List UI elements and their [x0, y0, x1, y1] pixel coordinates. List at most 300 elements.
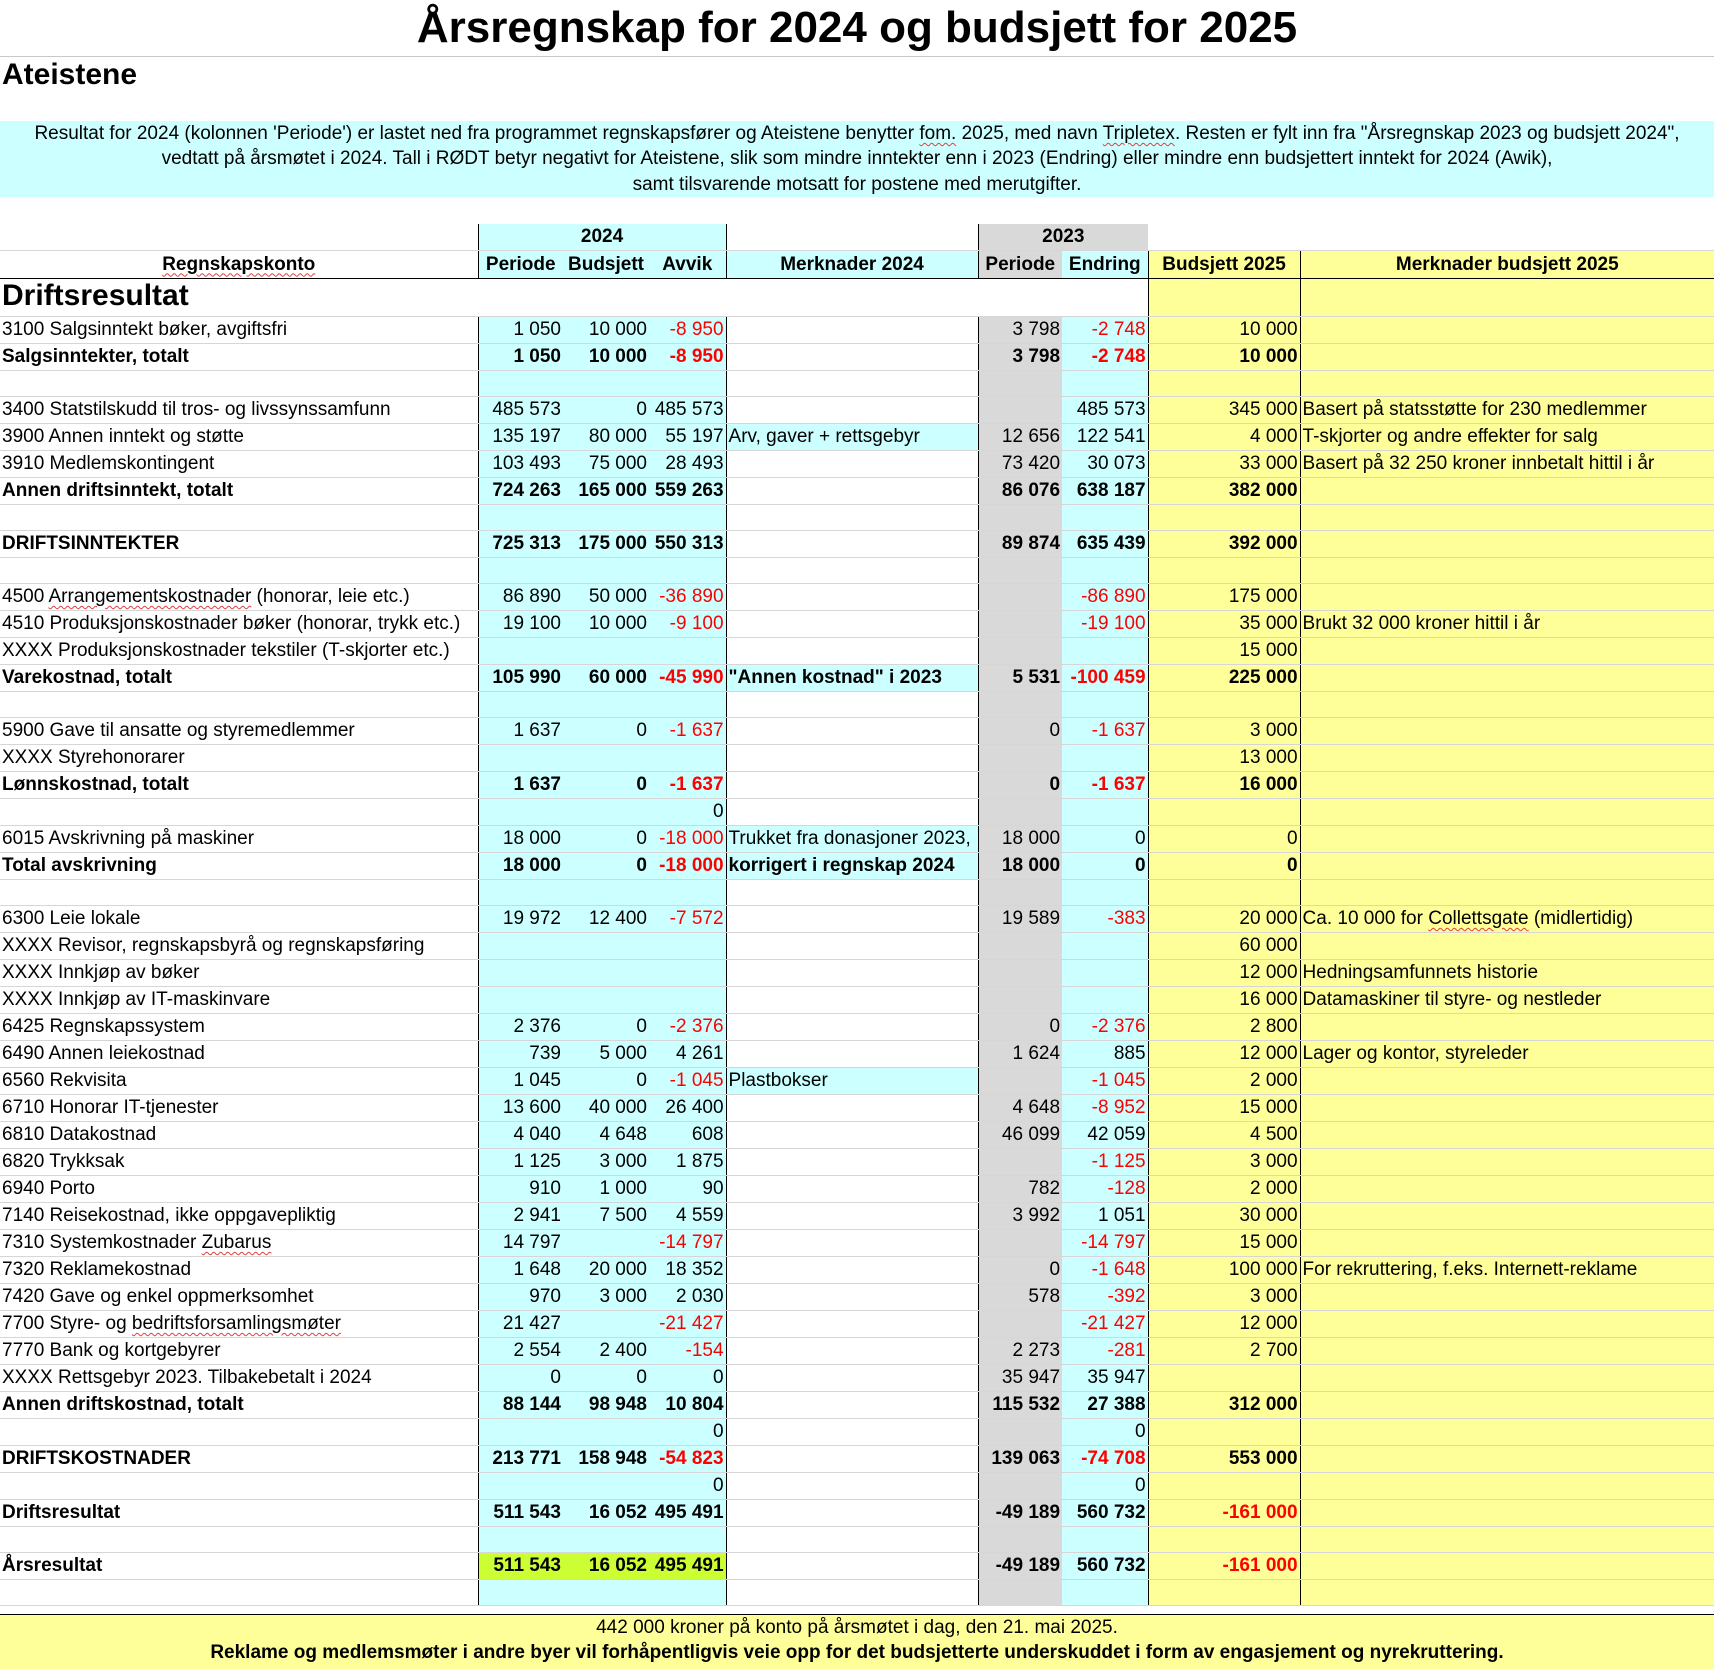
merknad-2024-cell: [726, 1553, 978, 1580]
merknad-2025-cell: [1300, 1338, 1714, 1365]
periode-cell: [478, 1580, 563, 1606]
merknad-2025-cell: [1300, 317, 1714, 344]
spellcheck-word: bedriftsforsamlingsmøter: [131, 1313, 341, 1334]
merknad-2024-cell: [726, 799, 978, 826]
account-cell: [0, 1580, 478, 1606]
budsjett-cell: [563, 505, 649, 531]
table-row: [0, 772, 1714, 799]
periode-cell: 1 648: [478, 1257, 563, 1284]
account-cell: 3910 Medlemskontingent: [0, 451, 478, 478]
account-cell: [0, 1419, 478, 1446]
avvik-cell: [649, 1580, 726, 1606]
avvik-cell: 4 559: [649, 1203, 726, 1230]
table-row: [0, 371, 1714, 397]
periode-2023-cell: 3 798: [978, 317, 1062, 344]
endring-cell: [1062, 933, 1148, 960]
table-row: [0, 960, 1714, 987]
endring-cell: [1062, 638, 1148, 665]
table-row: [0, 826, 1714, 853]
budsjett-2025-cell: [1148, 371, 1300, 397]
avvik-cell: 550 313: [649, 531, 726, 558]
avvik-cell: 0: [649, 1419, 726, 1446]
merknad-2024-cell: [726, 906, 978, 933]
endring-cell: -2 748: [1062, 344, 1148, 371]
merknad-2025-cell: [1300, 853, 1714, 880]
merknad-2025-cell: [1300, 1392, 1714, 1419]
endring-cell: 0: [1062, 826, 1148, 853]
periode-cell: [478, 987, 563, 1014]
merknad-2025-cell: [1300, 1446, 1714, 1473]
table-row: [0, 1392, 1714, 1419]
periode-cell: [478, 505, 563, 531]
merknad-2025-cell: [1300, 799, 1714, 826]
endring-cell: 30 073: [1062, 451, 1148, 478]
merknad-2024-cell: [726, 1338, 978, 1365]
budsjett-2025-cell: 3 000: [1148, 718, 1300, 745]
merknad-2024-cell: Arv, gaver + rettsgebyr: [726, 424, 978, 451]
periode-cell: 2 376: [478, 1014, 563, 1041]
merknad-2024-cell: [726, 505, 978, 531]
avvik-cell: [649, 638, 726, 665]
budsjett-2025-cell: [1148, 505, 1300, 531]
endring-cell: 35 947: [1062, 1365, 1148, 1392]
intro-line-3: samt tilsvarende motsatt for postene med merutgifter.: [632, 173, 1082, 195]
table-row: [0, 987, 1714, 1014]
merknad-2025-cell: [1300, 371, 1714, 397]
merknad-2025-cell: [1300, 584, 1714, 611]
budsjett-2025-cell: [1148, 1473, 1300, 1500]
header-year-2024: 2024: [478, 224, 726, 251]
budsjett-cell: [563, 987, 649, 1014]
avvik-cell: 0: [649, 1473, 726, 1500]
periode-2023-cell: 19 589: [978, 906, 1062, 933]
avvik-cell: [649, 558, 726, 584]
merknad-2025-cell: [1300, 718, 1714, 745]
budsjett-2025-cell: 60 000: [1148, 933, 1300, 960]
budsjett-2025-cell: 12 000: [1148, 1311, 1300, 1338]
periode-2023-cell: [978, 1230, 1062, 1257]
merknad-2024-cell: [726, 558, 978, 584]
budsjett-2025-cell: 2 800: [1148, 1014, 1300, 1041]
sheet-title: Årsregnskap for 2024 og budsjett for 2025: [0, 0, 1714, 57]
periode-cell: 2 554: [478, 1338, 563, 1365]
header-avvik: Avvik: [649, 251, 726, 279]
avvik-cell: [649, 371, 726, 397]
periode-cell: [478, 1527, 563, 1553]
spellcheck-word: Zubarus: [201, 1232, 272, 1253]
budsjett-2025-cell: [1148, 692, 1300, 718]
budsjett-2025-cell: 312 000: [1148, 1392, 1300, 1419]
periode-2023-cell: 18 000: [978, 853, 1062, 880]
avvik-cell: -8 950: [649, 317, 726, 344]
avvik-cell: 608: [649, 1122, 726, 1149]
endring-cell: [1062, 1580, 1148, 1606]
account-cell: 6490 Annen leiekostnad: [0, 1041, 478, 1068]
periode-cell: [478, 1473, 563, 1500]
intro-notes: [0, 121, 1714, 197]
budsjett-cell: 75 000: [563, 451, 649, 478]
budsjett-cell: 80 000: [563, 424, 649, 451]
accounts-table: [0, 224, 1714, 1606]
endring-cell: 0: [1062, 853, 1148, 880]
periode-2023-cell: [978, 1527, 1062, 1553]
merknad-2025-cell: [1300, 665, 1714, 692]
merknad-2024-cell: [726, 1365, 978, 1392]
periode-cell: [478, 933, 563, 960]
merknad-2025-cell: [1300, 1527, 1714, 1553]
budsjett-2025-cell: [1148, 799, 1300, 826]
periode-2023-cell: [978, 371, 1062, 397]
budsjett-2025-cell: 3 000: [1148, 1284, 1300, 1311]
periode-cell: 14 797: [478, 1230, 563, 1257]
merknad-2024-cell: [726, 1230, 978, 1257]
merknad-2024-cell: [726, 397, 978, 424]
account-cell: Lønnskostnad, totalt: [0, 772, 478, 799]
merknad-2025-cell: [1300, 1419, 1714, 1446]
endring-cell: [1062, 960, 1148, 987]
merknad-2025-cell: [1300, 1095, 1714, 1122]
avvik-cell: [649, 987, 726, 1014]
avvik-cell: [649, 933, 726, 960]
avvik-cell: -54 823: [649, 1446, 726, 1473]
periode-2023-cell: 3 992: [978, 1203, 1062, 1230]
periode-cell: 485 573: [478, 397, 563, 424]
periode-2023-cell: [978, 692, 1062, 718]
budsjett-cell: 165 000: [563, 478, 649, 505]
budsjett-2025-cell: 553 000: [1148, 1446, 1300, 1473]
budsjett-cell: 0: [563, 1365, 649, 1392]
endring-cell: 885: [1062, 1041, 1148, 1068]
merknad-2025-cell: [1300, 1284, 1714, 1311]
budsjett-cell: [563, 1311, 649, 1338]
merknad-2024-cell: korrigert i regnskap 2024: [726, 853, 978, 880]
merknad-2024-cell: [726, 1392, 978, 1419]
periode-2023-cell: -49 189: [978, 1500, 1062, 1527]
periode-2023-cell: 89 874: [978, 531, 1062, 558]
periode-cell: 18 000: [478, 853, 563, 880]
endring-cell: -21 427: [1062, 1311, 1148, 1338]
table-row: [0, 1122, 1714, 1149]
endring-cell: [1062, 799, 1148, 826]
periode-2023-cell: [978, 1149, 1062, 1176]
account-cell: 3100 Salgsinntekt bøker, avgiftsfri: [0, 317, 478, 344]
endring-cell: -281: [1062, 1338, 1148, 1365]
merknad-2025-cell: [1300, 1149, 1714, 1176]
avvik-cell: 28 493: [649, 451, 726, 478]
table-row: [0, 1176, 1714, 1203]
table-row: [0, 718, 1714, 745]
periode-2023-cell: -49 189: [978, 1553, 1062, 1580]
budsjett-2025-cell: 225 000: [1148, 665, 1300, 692]
avvik-cell: -9 100: [649, 611, 726, 638]
account-cell: 7770 Bank og kortgebyrer: [0, 1338, 478, 1365]
avvik-cell: -36 890: [649, 584, 726, 611]
account-cell: 4510 Produksjonskostnader bøker (honorar, trykk etc.): [0, 611, 478, 638]
header-account-label: Regnskapskonto: [162, 253, 316, 275]
avvik-cell: 1 875: [649, 1149, 726, 1176]
budsjett-cell: 0: [563, 397, 649, 424]
periode-2023-cell: 115 532: [978, 1392, 1062, 1419]
budsjett-cell: 0: [563, 1014, 649, 1041]
budsjett-cell: [563, 558, 649, 584]
periode-cell: [478, 558, 563, 584]
section-cell: [1300, 279, 1714, 317]
header-periode: Periode: [478, 251, 563, 279]
endring-cell: -74 708: [1062, 1446, 1148, 1473]
table-row: [0, 638, 1714, 665]
header-cell: [0, 224, 478, 251]
table-row: [0, 1446, 1714, 1473]
account-cell: Annen driftskostnad, totalt: [0, 1392, 478, 1419]
table-row: [0, 1365, 1714, 1392]
account-cell: 7320 Reklamekostnad: [0, 1257, 478, 1284]
budsjett-cell: 0: [563, 772, 649, 799]
periode-2023-cell: [978, 1580, 1062, 1606]
periode-2023-cell: 4 648: [978, 1095, 1062, 1122]
table-row: [0, 1473, 1714, 1500]
endring-cell: -1 125: [1062, 1149, 1148, 1176]
account-cell: XXXX Produksjonskostnader tekstiler (T-skjorter etc.): [0, 638, 478, 665]
merknad-2024-cell: [726, 1580, 978, 1606]
merknad-2024-cell: [726, 1122, 978, 1149]
budsjett-cell: [563, 371, 649, 397]
periode-2023-cell: 46 099: [978, 1122, 1062, 1149]
periode-cell: 910: [478, 1176, 563, 1203]
budsjett-cell: 2 400: [563, 1338, 649, 1365]
merknad-2025-cell: [1300, 1580, 1714, 1606]
merknad-2024-cell: [726, 745, 978, 772]
table-row: [0, 531, 1714, 558]
merknad-2025-cell: [1300, 1311, 1714, 1338]
account-cell: Driftsresultat: [0, 1500, 478, 1527]
periode-cell: 213 771: [478, 1446, 563, 1473]
periode-cell: 725 313: [478, 531, 563, 558]
merknad-2025-cell: Basert på 32 250 kroner innbetalt hittil i år: [1300, 451, 1714, 478]
endring-cell: 1 051: [1062, 1203, 1148, 1230]
periode-cell: 970: [478, 1284, 563, 1311]
endring-cell: -1 648: [1062, 1257, 1148, 1284]
merknad-2024-cell: [726, 451, 978, 478]
account-cell: 3900 Annen inntekt og støtte: [0, 424, 478, 451]
merknad-2024-cell: [726, 584, 978, 611]
periode-2023-cell: [978, 638, 1062, 665]
table-row: [0, 1527, 1714, 1553]
account-cell: Salgsinntekter, totalt: [0, 344, 478, 371]
periode-2023-cell: [978, 397, 1062, 424]
avvik-cell: -1 045: [649, 1068, 726, 1095]
budsjett-cell: 98 948: [563, 1392, 649, 1419]
merknad-2025-cell: [1300, 772, 1714, 799]
periode-2023-cell: [978, 1068, 1062, 1095]
merknad-2024-cell: [726, 344, 978, 371]
endring-cell: [1062, 371, 1148, 397]
periode-cell: 21 427: [478, 1311, 563, 1338]
footer-notes: [0, 1614, 1714, 1669]
account-cell: 6940 Porto: [0, 1176, 478, 1203]
budsjett-cell: [563, 692, 649, 718]
periode-cell: 88 144: [478, 1392, 563, 1419]
budsjett-cell: [563, 638, 649, 665]
budsjett-2025-cell: 16 000: [1148, 987, 1300, 1014]
account-cell: 6425 Regnskapssystem: [0, 1014, 478, 1041]
budsjett-cell: 4 648: [563, 1122, 649, 1149]
periode-cell: [478, 371, 563, 397]
endring-cell: -2 748: [1062, 317, 1148, 344]
avvik-cell: 18 352: [649, 1257, 726, 1284]
merknad-2025-cell: [1300, 1176, 1714, 1203]
intro-text: Tripletex: [1102, 123, 1175, 144]
endring-cell: -100 459: [1062, 665, 1148, 692]
merknad-2025-cell: Hedningsamfunnets historie: [1300, 960, 1714, 987]
header-endring: Endring: [1062, 251, 1148, 279]
merknad-2024-cell: [726, 638, 978, 665]
merknad-2025-cell: Datamaskiner til styre- og nestleder: [1300, 987, 1714, 1014]
budsjett-2025-cell: [1148, 1419, 1300, 1446]
merknad-2025-cell: [1300, 531, 1714, 558]
budsjett-cell: [563, 799, 649, 826]
spellcheck-word: Arrangementskostnader: [48, 586, 252, 607]
merknad-2025-cell: [1300, 933, 1714, 960]
account-cell: 6820 Trykksak: [0, 1149, 478, 1176]
budsjett-cell: 50 000: [563, 584, 649, 611]
periode-cell: 0: [478, 1365, 563, 1392]
table-row: [0, 1311, 1714, 1338]
header-row-years: [0, 224, 1714, 251]
account-cell: 4500 Arrangementskostnader (honorar, leie etc.): [0, 584, 478, 611]
endring-cell: -383: [1062, 906, 1148, 933]
avvik-cell: 495 491: [649, 1500, 726, 1527]
account-cell: 3400 Statstilskudd til tros- og livssynssamfunn: [0, 397, 478, 424]
budsjett-2025-cell: 2 000: [1148, 1068, 1300, 1095]
budsjett-cell: 16 052: [563, 1500, 649, 1527]
periode-2023-cell: 3 798: [978, 344, 1062, 371]
periode-2023-cell: 0: [978, 1257, 1062, 1284]
avvik-cell: -14 797: [649, 1230, 726, 1257]
merknad-2024-cell: [726, 1446, 978, 1473]
account-cell: [0, 558, 478, 584]
budsjett-2025-cell: 10 000: [1148, 317, 1300, 344]
account-cell: 5900 Gave til ansatte og styremedlemmer: [0, 718, 478, 745]
avvik-cell: -45 990: [649, 665, 726, 692]
budsjett-2025-cell: 175 000: [1148, 584, 1300, 611]
table-row: [0, 1149, 1714, 1176]
table-row: [0, 799, 1714, 826]
avvik-cell: -1 637: [649, 772, 726, 799]
budsjett-2025-cell: [1148, 558, 1300, 584]
account-cell: 6560 Rekvisita: [0, 1068, 478, 1095]
table-row: [0, 745, 1714, 772]
table-row: [0, 1095, 1714, 1122]
account-cell: [0, 505, 478, 531]
merknad-2025-cell: T-skjorter og andre effekter for salg: [1300, 424, 1714, 451]
budsjett-2025-cell: 0: [1148, 826, 1300, 853]
merknad-2024-cell: [726, 371, 978, 397]
footer-line-1: 442 000 kroner på konto på årsmøtet i dag, den 21. mai 2025.: [596, 1617, 1118, 1638]
periode-cell: [478, 638, 563, 665]
budsjett-2025-cell: 100 000: [1148, 1257, 1300, 1284]
avvik-cell: [649, 880, 726, 906]
table-row: [0, 1257, 1714, 1284]
endring-cell: -128: [1062, 1176, 1148, 1203]
budsjett-2025-cell: [1148, 880, 1300, 906]
endring-cell: -8 952: [1062, 1095, 1148, 1122]
merknad-2025-cell: [1300, 1122, 1714, 1149]
header-periode-2023: Periode: [978, 251, 1062, 279]
periode-2023-cell: 0: [978, 772, 1062, 799]
periode-cell: 1 045: [478, 1068, 563, 1095]
table-row: [0, 317, 1714, 344]
account-cell: 7310 Systemkostnader Zubarus: [0, 1230, 478, 1257]
header-account: [0, 251, 478, 279]
account-cell: Varekostnad, totalt: [0, 665, 478, 692]
periode-2023-cell: [978, 799, 1062, 826]
merknad-2025-cell: Ca. 10 000 for Collettsgate (midlertidig): [1300, 906, 1714, 933]
account-cell: [0, 692, 478, 718]
table-row: [0, 1580, 1714, 1606]
table-row: [0, 478, 1714, 505]
merknad-2025-cell: For rekruttering, f.eks. Internett-reklame: [1300, 1257, 1714, 1284]
merknad-2025-cell: [1300, 558, 1714, 584]
account-cell: XXXX Innkjøp av IT-maskinvare: [0, 987, 478, 1014]
merknad-2025-cell: [1300, 1500, 1714, 1527]
budsjett-cell: 0: [563, 1068, 649, 1095]
endring-cell: 42 059: [1062, 1122, 1148, 1149]
budsjett-cell: 10 000: [563, 344, 649, 371]
merknad-2025-cell: Brukt 32 000 kroner hittil i år: [1300, 611, 1714, 638]
avvik-cell: 10 804: [649, 1392, 726, 1419]
intro-text: . Resten er fylt inn fra "Årsregnskap 2023 og budsjett 2024",: [1174, 123, 1680, 144]
periode-2023-cell: 12 656: [978, 424, 1062, 451]
avvik-cell: -8 950: [649, 344, 726, 371]
periode-cell: 103 493: [478, 451, 563, 478]
avvik-cell: 0: [649, 799, 726, 826]
avvik-cell: [649, 692, 726, 718]
merknad-2024-cell: [726, 478, 978, 505]
account-cell: 6015 Avskrivning på maskiner: [0, 826, 478, 853]
avvik-cell: 2 030: [649, 1284, 726, 1311]
avvik-cell: -2 376: [649, 1014, 726, 1041]
endring-cell: 560 732: [1062, 1553, 1148, 1580]
budsjett-2025-cell: 2 000: [1148, 1176, 1300, 1203]
budsjett-2025-cell: 30 000: [1148, 1203, 1300, 1230]
periode-2023-cell: 139 063: [978, 1446, 1062, 1473]
avvik-cell: -18 000: [649, 826, 726, 853]
merknad-2025-cell: [1300, 1230, 1714, 1257]
footer-line-2: Reklame og medlemsmøter i andre byer vil forhåpentligvis veie opp for det budsjetterte underskuddet i form av engasjement og nyrekruttering.: [210, 1642, 1504, 1663]
budsjett-2025-cell: [1148, 1580, 1300, 1606]
periode-cell: 4 040: [478, 1122, 563, 1149]
merknad-2025-cell: [1300, 1203, 1714, 1230]
merknad-2024-cell: [726, 718, 978, 745]
budsjett-2025-cell: 35 000: [1148, 611, 1300, 638]
periode-cell: 1 125: [478, 1149, 563, 1176]
merknad-2025-cell: [1300, 1553, 1714, 1580]
table-row: [0, 933, 1714, 960]
merknad-2025-cell: [1300, 692, 1714, 718]
merknad-2024-cell: [726, 1149, 978, 1176]
periode-2023-cell: [978, 880, 1062, 906]
merknad-2024-cell: Trukket fra donasjoner 2023,: [726, 826, 978, 853]
budsjett-2025-cell: 2 700: [1148, 1338, 1300, 1365]
avvik-cell: 4 261: [649, 1041, 726, 1068]
budsjett-cell: [563, 960, 649, 987]
merknad-2024-cell: [726, 531, 978, 558]
table-row: [0, 451, 1714, 478]
periode-cell: [478, 745, 563, 772]
avvik-cell: 495 491: [649, 1553, 726, 1580]
endring-cell: 122 541: [1062, 424, 1148, 451]
periode-cell: 511 543: [478, 1553, 563, 1580]
